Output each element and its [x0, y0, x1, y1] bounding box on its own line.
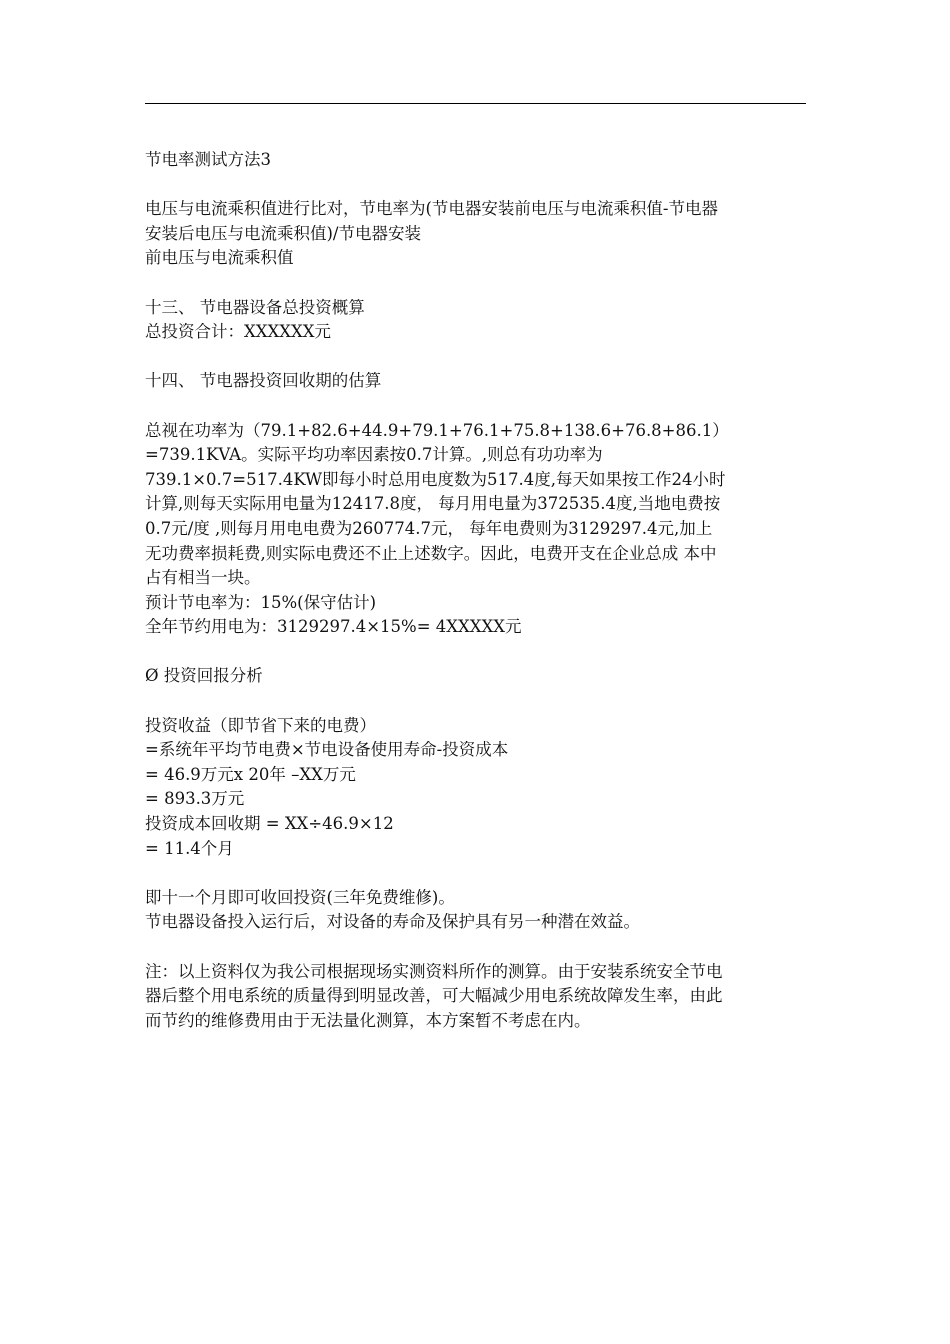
payback-paragraph-line: 总视在功率为（79.1+82.6+44.9+79.1+76.1+75.8+138.6+76.8+86.1） — [145, 420, 729, 440]
conclusion-line: 节电器设备投入运行后，对设备的寿命及保护具有另一种潜在效益。 — [145, 912, 640, 932]
method-desc-line: 前电压与电流乘积值 — [145, 248, 294, 268]
payback-paragraph-line: 占有相当一块。 — [145, 568, 261, 588]
note-line: 器后整个用电系统的质量得到明显改善，可大幅减少用电系统故障发生率，由此 — [145, 986, 723, 1006]
roi-calc-line: = 11.4个月 — [145, 838, 234, 858]
roi-calc-line: = 46.9万元x 20年 –XX万元 — [145, 764, 356, 784]
roi-calc-line: 投资收益（即节省下来的电费） — [145, 715, 376, 735]
method-title: 节电率测试方法3 — [145, 150, 271, 169]
payback-paragraph-line: 无功费率损耗费,则实际电费还不止上述数字。因此，电费开支在企业总成 本中 — [145, 543, 717, 563]
payback-paragraph-line: =739.1KVA。实际平均功率因素按0.7计算。,则总有功功率为 — [145, 445, 603, 465]
estimated-saving-rate: 预计节电率为：15%(保守估计) — [145, 592, 377, 612]
conclusion-line: 即十一个月即可收回投资(三年免费维修)。 — [145, 887, 455, 907]
note-line: 而节约的维修费用由于无法量化测算，本方案暂不考虑在内。 — [145, 1010, 591, 1030]
header-rule — [145, 103, 806, 104]
roi-calc-line: = 893.3万元 — [145, 789, 245, 809]
roi-calc-line: 投资成本回收期 = XX÷46.9×12 — [145, 814, 394, 834]
payback-paragraph-line: 0.7元/度 ,则每月用电电费为260774.7元， 每年电费则为3129297.4元,加上 — [145, 518, 713, 538]
roi-calc-line: =系统年平均节电费×节电设备使用寿命-投资成本 — [145, 740, 509, 760]
document-body — [145, 148, 810, 1033]
method-desc-line: 电压与电流乘积值进行比对，节电率为(节电器安装前电压与电流乘积值-节电器 — [145, 199, 719, 219]
annual-saving: 全年节约用电为：3129297.4×15%= 4XXXXX元 — [145, 617, 522, 637]
roi-heading: Ø 投资回报分析 — [145, 666, 263, 686]
payback-paragraph-line: 计算,则每天实际用电量为12417.8度， 每月用电量为372535.4度,当地电费按 — [145, 494, 721, 514]
total-investment: 总投资合计：XXXXXX元 — [145, 322, 331, 342]
section-13-heading: 十三、 节电器设备总投资概算 — [145, 297, 365, 317]
payback-paragraph-line: 739.1×0.7=517.4KW即每小时总用电度数为517.4度,每天如果按工作24小时 — [145, 469, 726, 489]
method-desc-line: 安装后电压与电流乘积值)/节电器安装 — [145, 223, 421, 243]
section-14-heading: 十四、 节电器投资回收期的估算 — [145, 371, 382, 391]
note-line: 注：以上资料仅为我公司根据现场实测资料所作的测算。由于安装系统安全节电 — [145, 961, 723, 981]
